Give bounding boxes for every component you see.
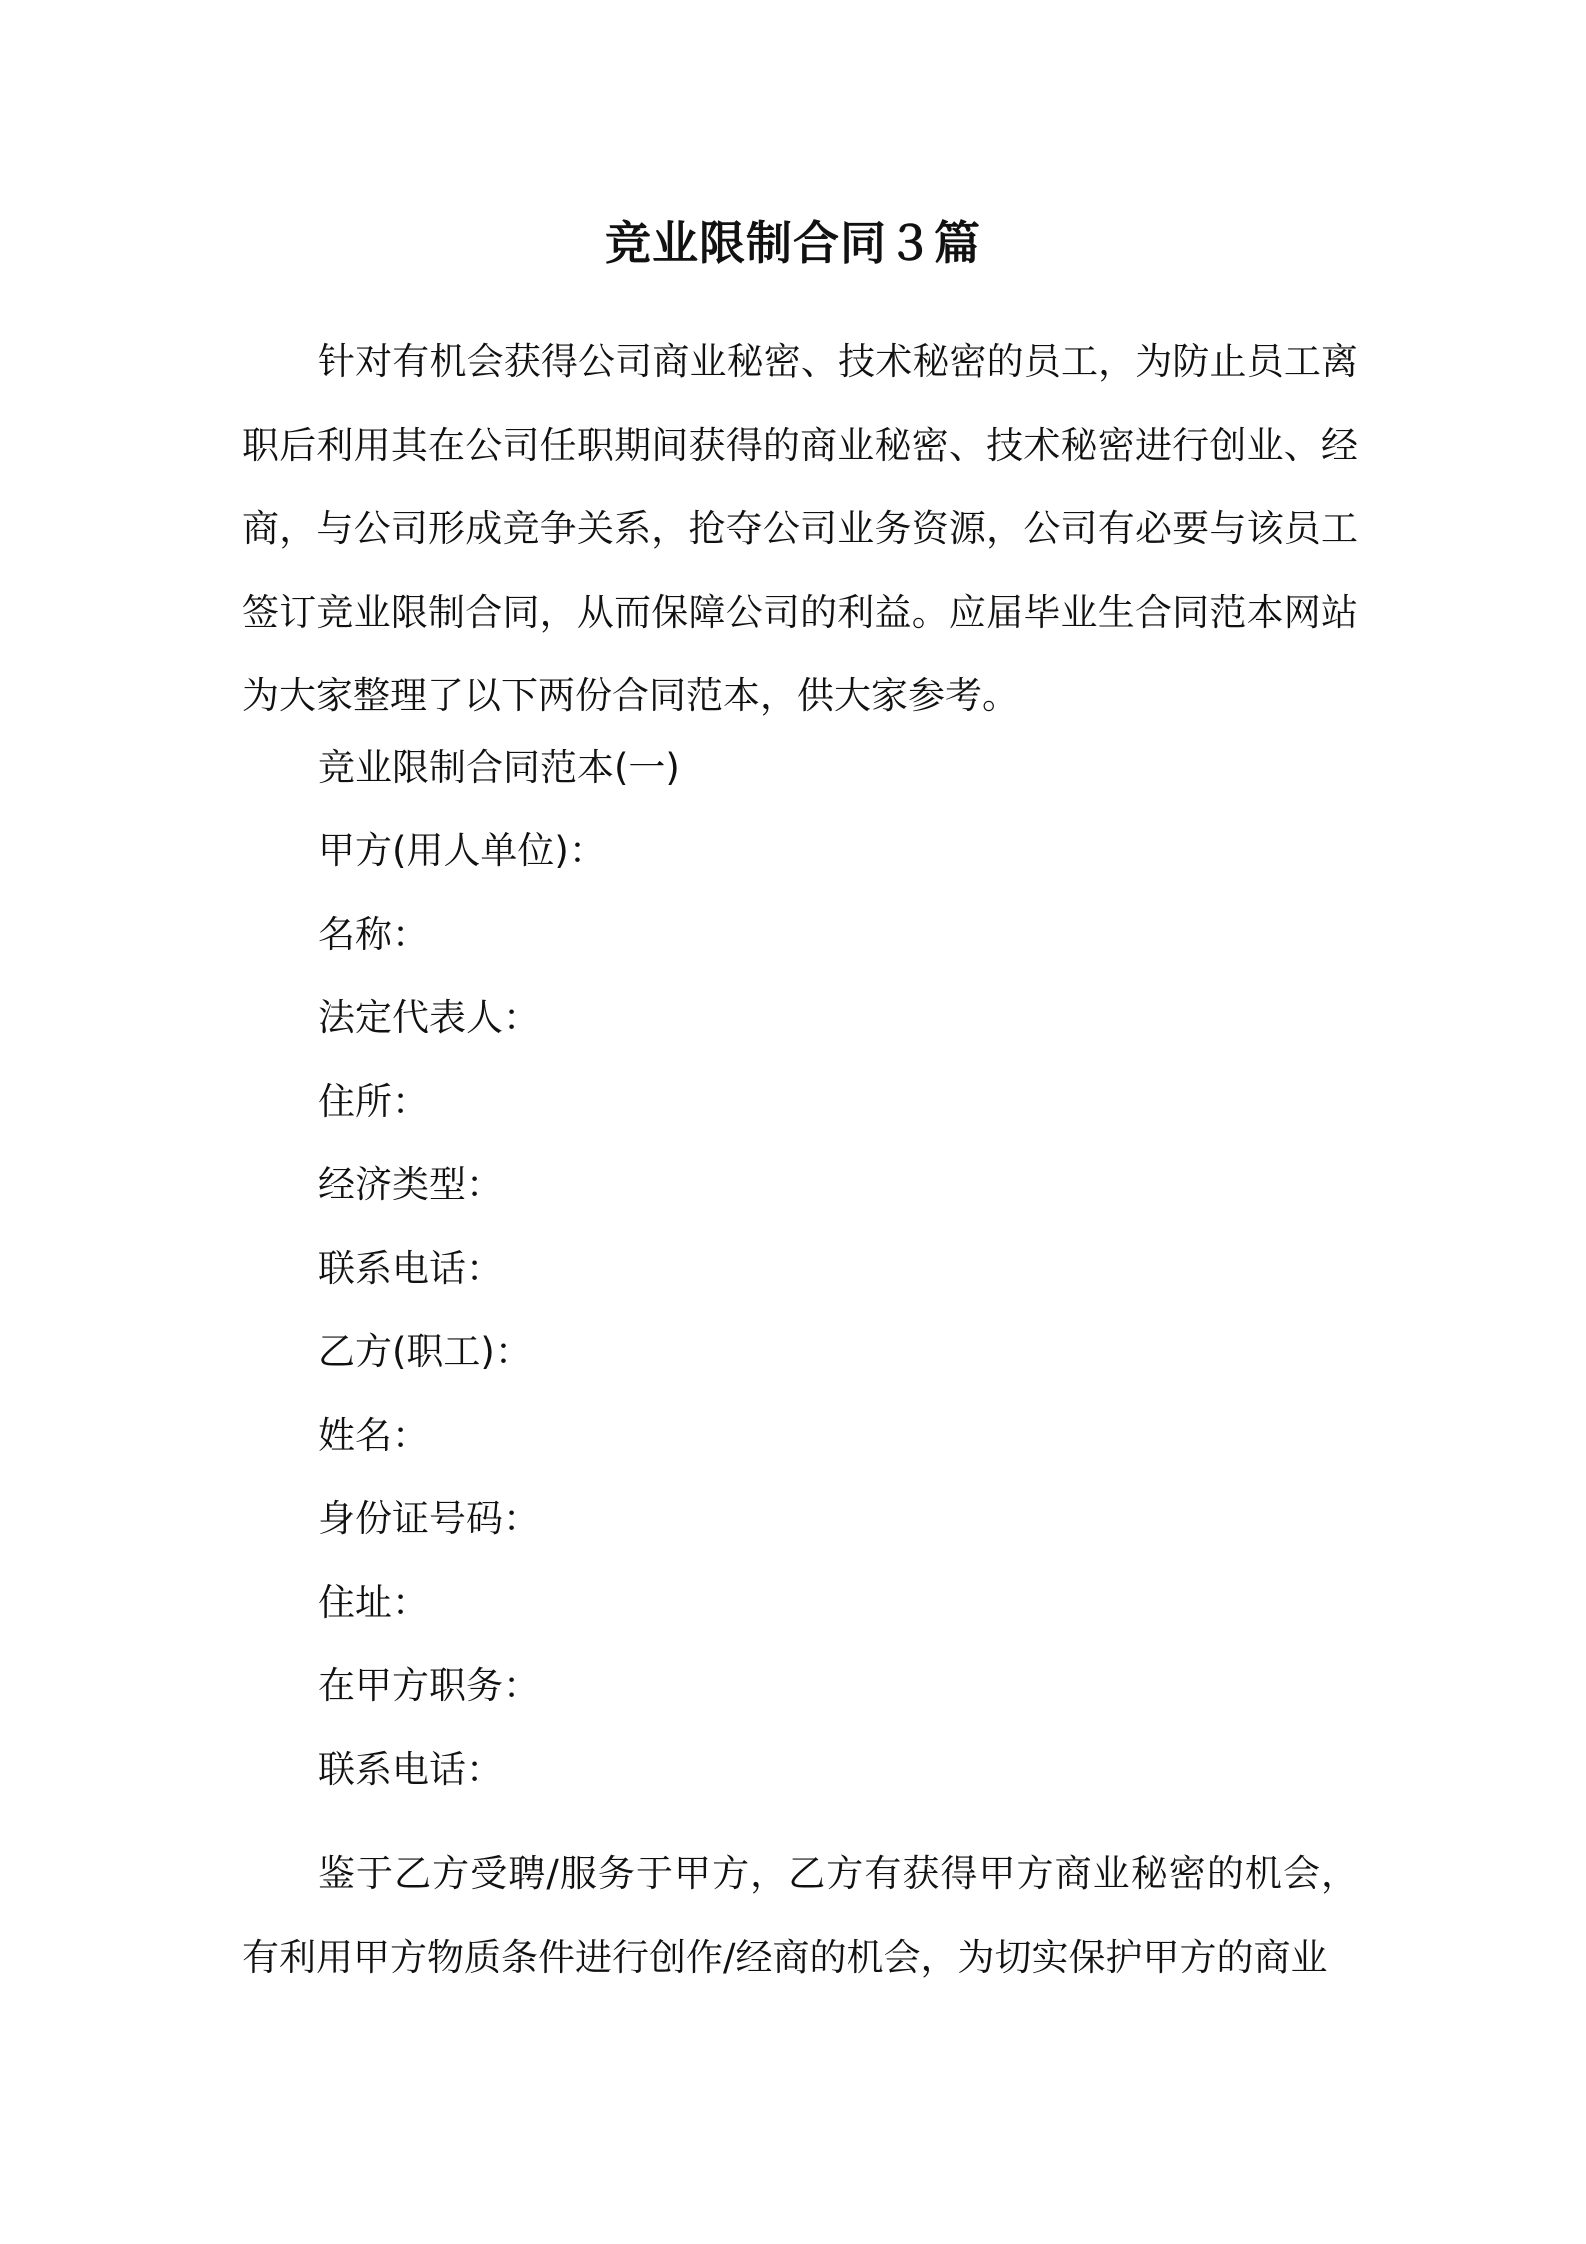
party-b-phone-label: 联系电话： — [318, 1748, 503, 1791]
party-a-legal-rep-label: 法定代表人： — [318, 996, 540, 1039]
party-b-position-label: 在甲方职务： — [318, 1664, 540, 1707]
party-b-address-label: 住址： — [318, 1581, 429, 1624]
party-b-label: 乙方(职工)： — [318, 1330, 532, 1373]
document-title: 竞业限制合同３篇 — [605, 216, 981, 270]
party-a-phone-label: 联系电话： — [318, 1247, 503, 1290]
intro-paragraph: 针对有机会获得公司商业秘密、技术秘密的员工，为防止员工离职后利用其在公司任职期间获得的商业秘密、技术秘密进行创业、经商，与公司形成竞争关系，抢夺公司业务资源，公司有必要与该员工签订竞业限制合同，从而保障公司的利益。应届毕业生合同范本网站为大家整理了以下两份合同范本，供大家参考。 — [242, 340, 1358, 717]
party-b-name-label: 姓名： — [318, 1414, 429, 1457]
party-a-label: 甲方(用人单位)： — [318, 829, 606, 872]
section-heading: 竞业限制合同范本(一) — [318, 746, 680, 789]
party-a-name-label: 名称： — [318, 913, 429, 956]
closing-paragraph: 鉴于乙方受聘/服务于甲方，乙方有获得甲方商业秘密的机会，有利用甲方物质条件进行创作/经商的机会，为切实保护甲方的商业 — [242, 1852, 1358, 1979]
party-b-id-label: 身份证号码： — [318, 1497, 540, 1540]
party-a-address-label: 住所： — [318, 1080, 429, 1123]
party-a-economic-type-label: 经济类型： — [318, 1163, 503, 1206]
